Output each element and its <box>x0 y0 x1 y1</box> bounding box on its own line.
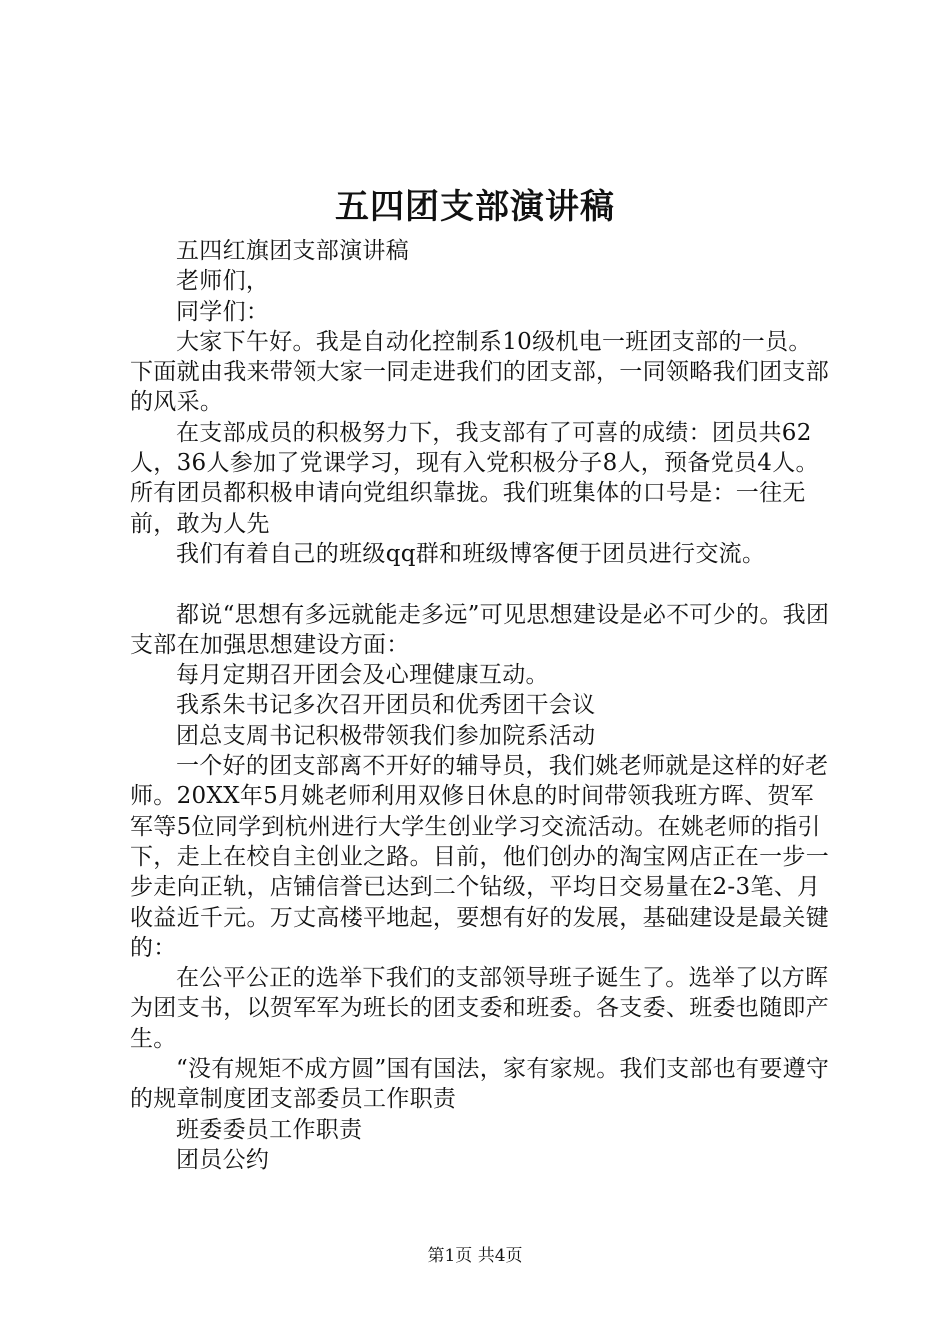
paragraph: 五四红旗团支部演讲稿 <box>176 238 409 264</box>
page-number: 第1页 共4页 <box>427 1246 523 1266</box>
paragraph: 团员公约 <box>176 1146 270 1173</box>
paragraph: 班委委员工作职责 <box>176 1116 363 1143</box>
document-body <box>130 236 830 1175</box>
paragraph: 老师们， <box>176 268 270 295</box>
paragraph: 每月定期召开团会及心理健康互动。 <box>176 662 549 689</box>
paragraph: 大家下午好。我是自动化控制系10级机电一班团支部的一员。下面就由我来带领大家一同走进我们的团支部，一同领略我们团支部的风采。 <box>130 328 829 416</box>
blank-line <box>130 569 830 599</box>
paragraph: 都说“思想有多远就能走多远”可见思想建设是必不可少的。我团支部在加强思想建设方面： <box>130 601 830 658</box>
paragraph: “没有规矩不成方圆”国有国法，家有家规。我们支部也有要遵守的规章制度团支部委员工作职责 <box>130 1056 830 1113</box>
paragraph: 同学们： <box>176 298 270 325</box>
document-title: 五四团支部演讲稿 <box>335 187 615 227</box>
paragraph: 我系朱书记多次召开团员和优秀团干会议 <box>176 692 596 719</box>
paragraph: 在支部成员的积极努力下，我支部有了可喜的成绩：团员共62人，36人参加了党课学习，现有入党积极分子8人，预备党员4人。所有团员都积极申请向党组织靠拢。我们班集体的口号是：一往无前，敢为人先 <box>130 419 819 537</box>
paragraph: 团总支周书记积极带领我们参加院系活动 <box>176 722 596 749</box>
paragraph: 我们有着自己的班级qq群和班级博客便于团员进行交流。 <box>176 540 766 567</box>
paragraph: 在公平公正的选举下我们的支部领导班子诞生了。选举了以方晖为团支书，以贺军军为班长的团支委和班委。各支委、班委也随即产生。 <box>130 965 829 1052</box>
paragraph: 一个好的团支部离不开好的辅导员，我们姚老师就是这样的好老师。20XX年5月姚老师利用双修日休息的时间带领我班方晖、贺军军等5位同学到杭州进行大学生创业学习交流活动。在姚老师的指引下，走上在校自主创业之路。目前，他们创办的淘宝网店正在一步一步走向正轨，店铺信誉已达到二个钻级，平均日交易量在2-3笔、月收益近千元。万丈高楼平地起，要想有好的发展，基础建设是最关键的： <box>130 753 829 961</box>
